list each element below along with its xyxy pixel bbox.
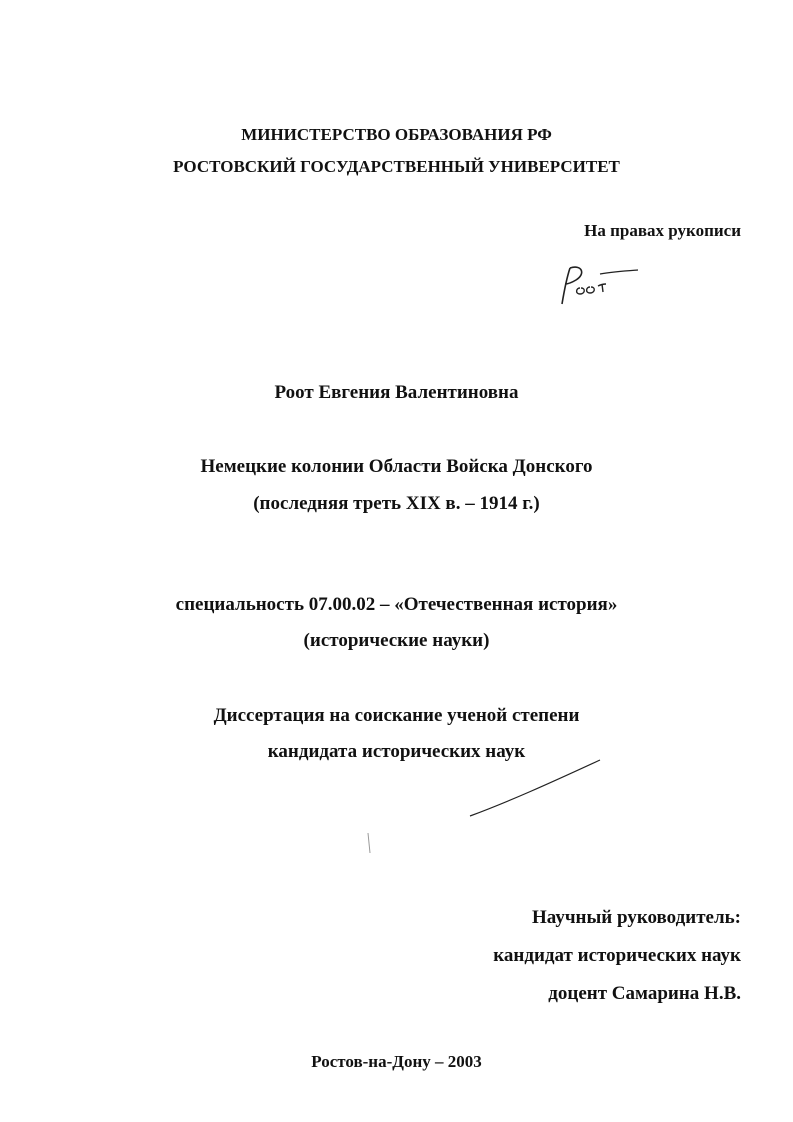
pen-stroke-mark [468,758,604,820]
stray-mark [366,832,372,854]
supervisor-label: Научный руководитель: [532,907,741,928]
supervisor-degree: кандидат исторических наук [493,945,741,966]
specialty-line1: специальность 07.00.02 – «Отечественная история» [175,594,618,615]
city-year: Ростов-на-Дону – 2003 [311,1052,482,1071]
manuscript-rights-note: На правах рукописи [584,221,741,240]
university-heading: РОСТОВСКИЙ ГОСУДАРСТВЕННЫЙ УНИВЕРСИТЕТ [173,157,620,176]
degree-line2: кандидата исторических наук [267,741,526,762]
author-signature [556,262,646,308]
author-name: Роот Евгения Валентиновна [274,382,519,403]
supervisor-name: доцент Самарина Н.В. [548,983,741,1004]
dissertation-title-line1: Немецкие колонии Области Войска Донского [200,456,593,477]
dissertation-title-line2: (последняя треть XIX в. – 1914 г.) [253,493,540,514]
degree-line1: Диссертация на соискание ученой степени [213,705,580,726]
specialty-line2: (исторические науки) [303,630,490,651]
ministry-heading: МИНИСТЕРСТВО ОБРАЗОВАНИЯ РФ [241,125,552,144]
